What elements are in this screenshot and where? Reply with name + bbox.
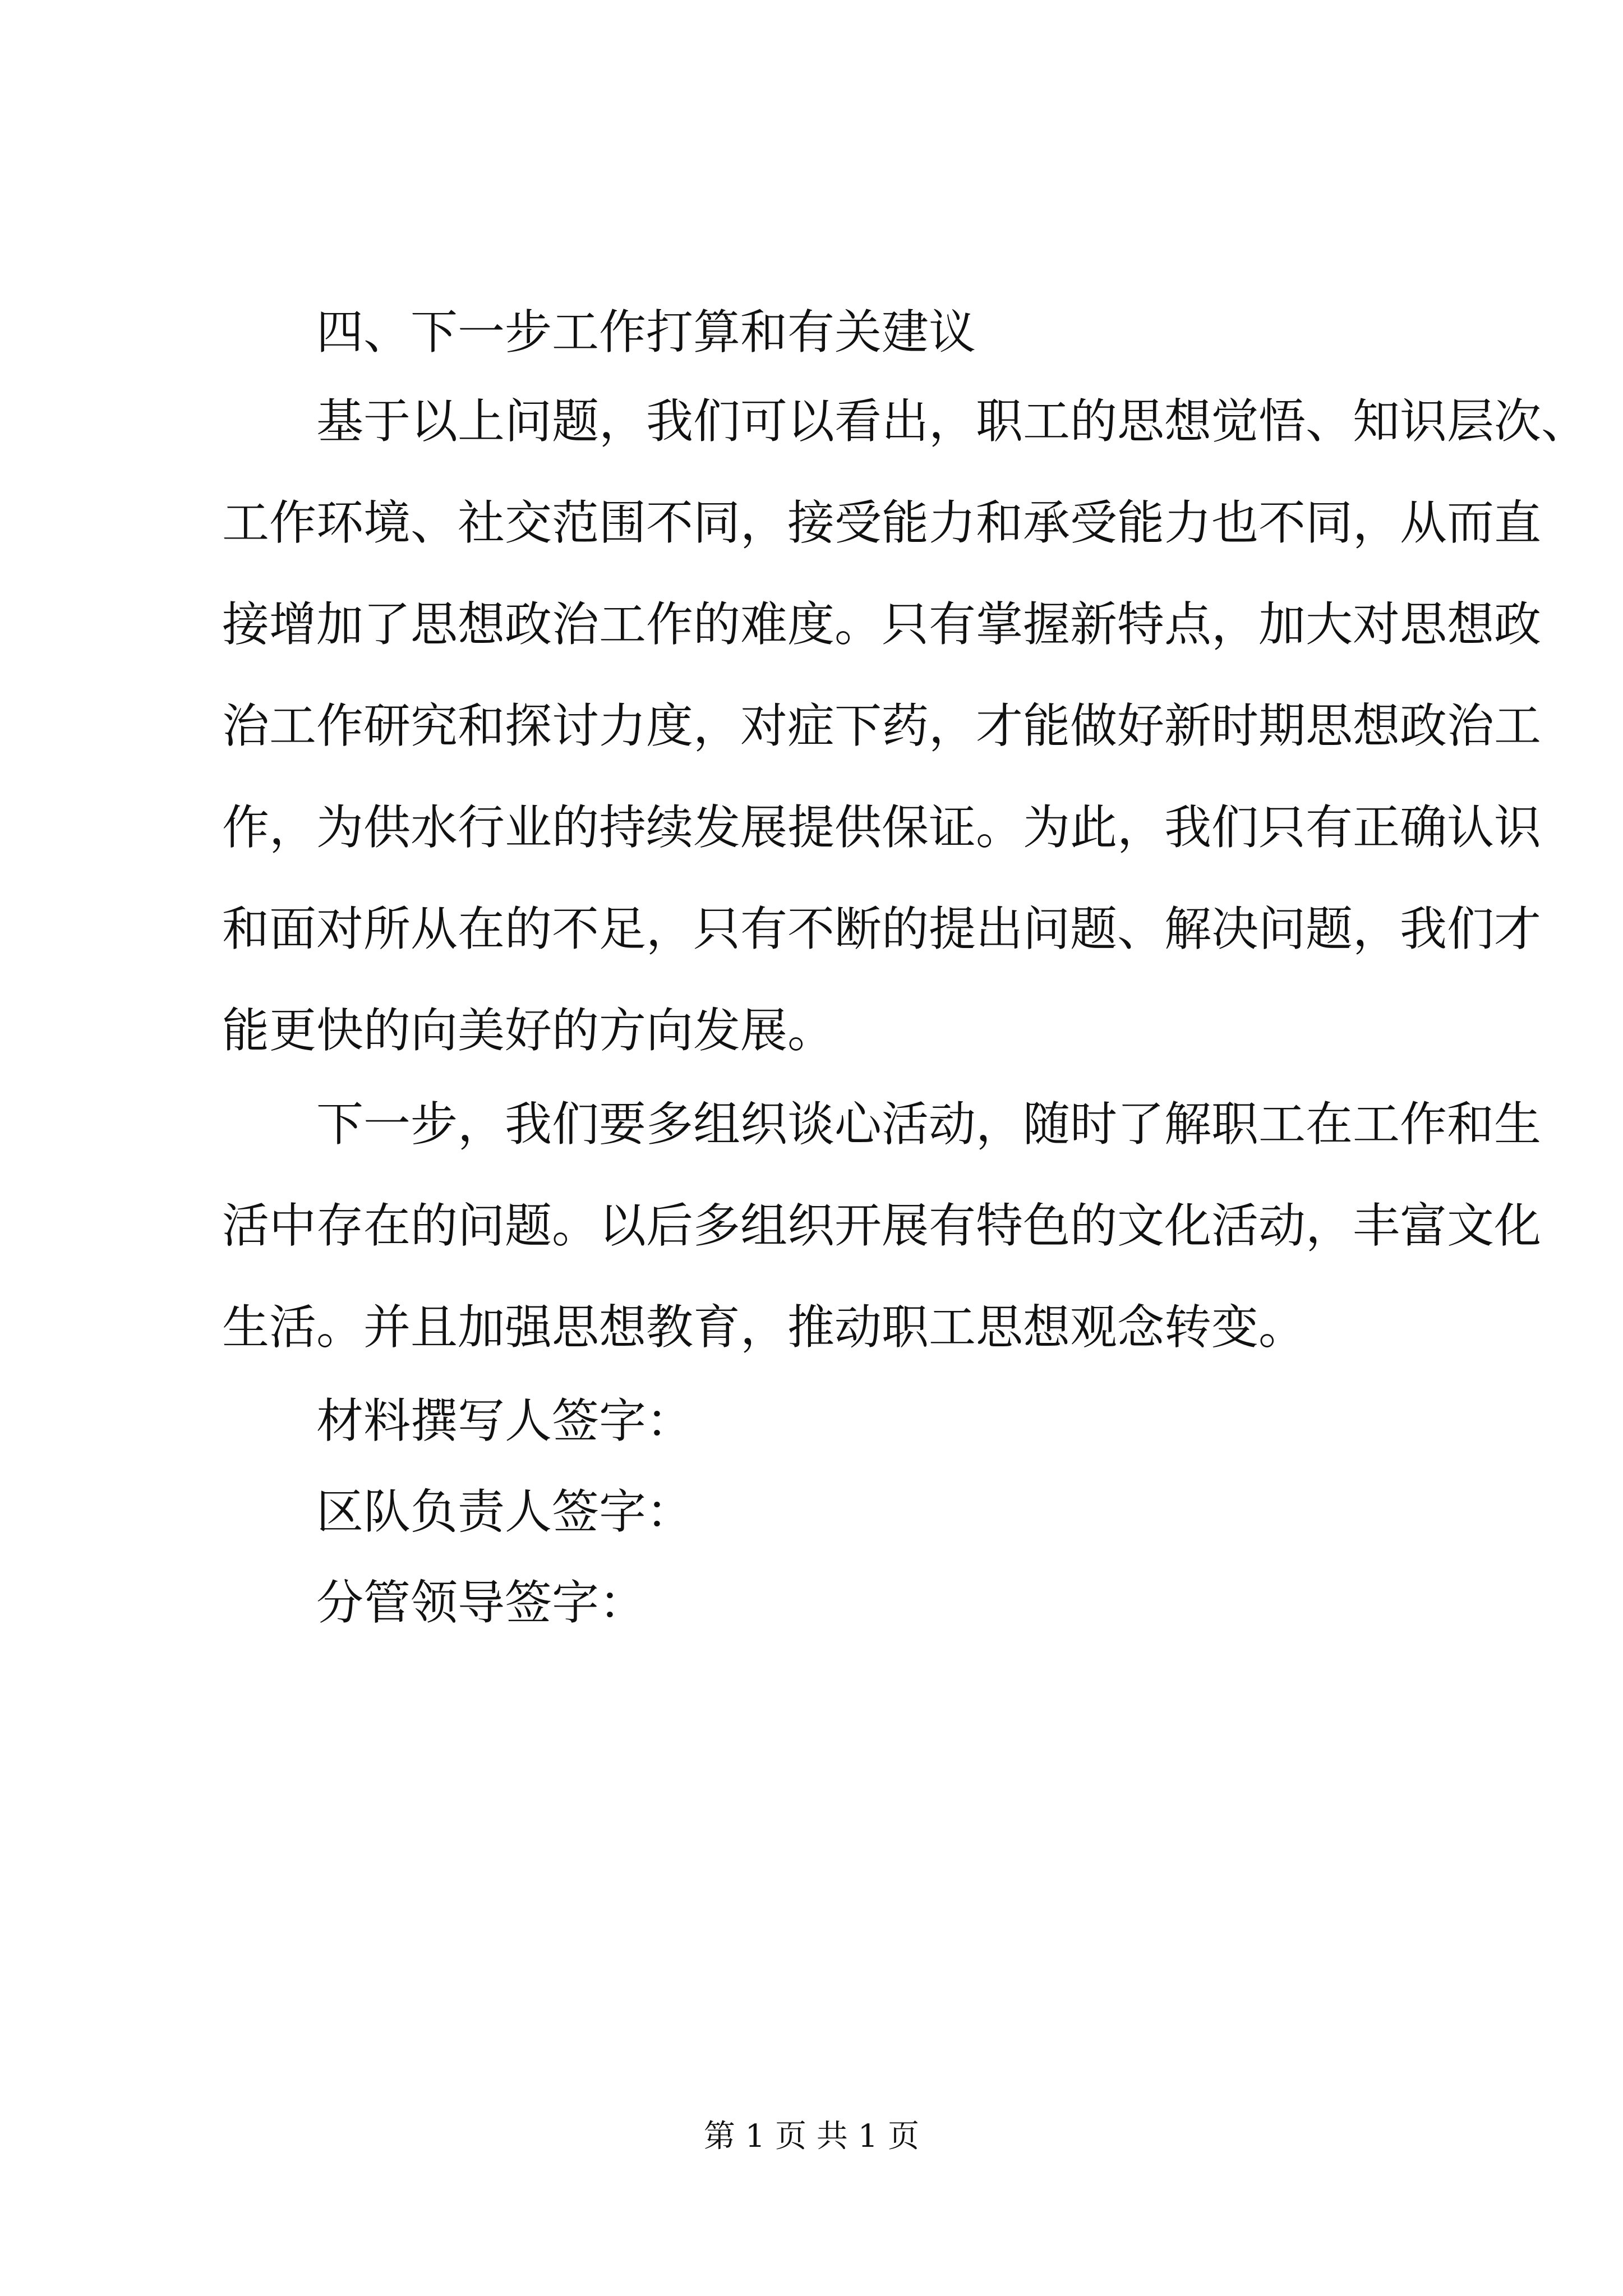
paragraph-line: 接增加了思想政治工作的难度。只有掌握新特点，加大对思想政 (222, 597, 1542, 652)
signature-supervisor: 分管领导签字： (316, 1575, 647, 1630)
paragraph-line: 治工作研究和探讨力度，对症下药，才能做好新时期思想政治工 (222, 698, 1542, 753)
signature-writer: 材料撰写人签字： (316, 1393, 694, 1448)
paragraph-problems-analysis (222, 392, 1589, 1060)
paragraph-line: 和面对所从在的不足，只有不断的提出问题、解决问题，我们才 (222, 901, 1542, 956)
document-body (222, 303, 1589, 1664)
paragraph-line: 能更快的向美好的方向发展。 (222, 1003, 835, 1058)
paragraph-line: 活中存在的问题。以后多组织开展有特色的文化活动，丰富文化 (222, 1198, 1542, 1253)
paragraph-line: 作，为供水行业的持续发展提供保证。为此，我们只有正确认识 (222, 800, 1542, 855)
page-footer: 第 1 页 共 1 页 (703, 2118, 920, 2155)
paragraph-line: 下一步，我们要多组织谈心活动，随时了解职工在工作和生 (316, 1097, 1542, 1152)
paragraph-line: 工作环境、社交范围不同，接受能力和承受能力也不同，从而直 (222, 495, 1542, 550)
paragraph-next-steps (222, 1095, 1542, 1357)
section-heading: 四、下一步工作打算和有关建议 (316, 305, 976, 360)
paragraph-line: 基于以上问题，我们可以看出，职工的思想觉悟、知识层次、 (316, 394, 1589, 449)
paragraph-line: 生活。并且加强思想教育，推动职工思想观念转变。 (222, 1300, 1306, 1355)
signature-team-leader: 区队负责人签字： (316, 1484, 694, 1539)
